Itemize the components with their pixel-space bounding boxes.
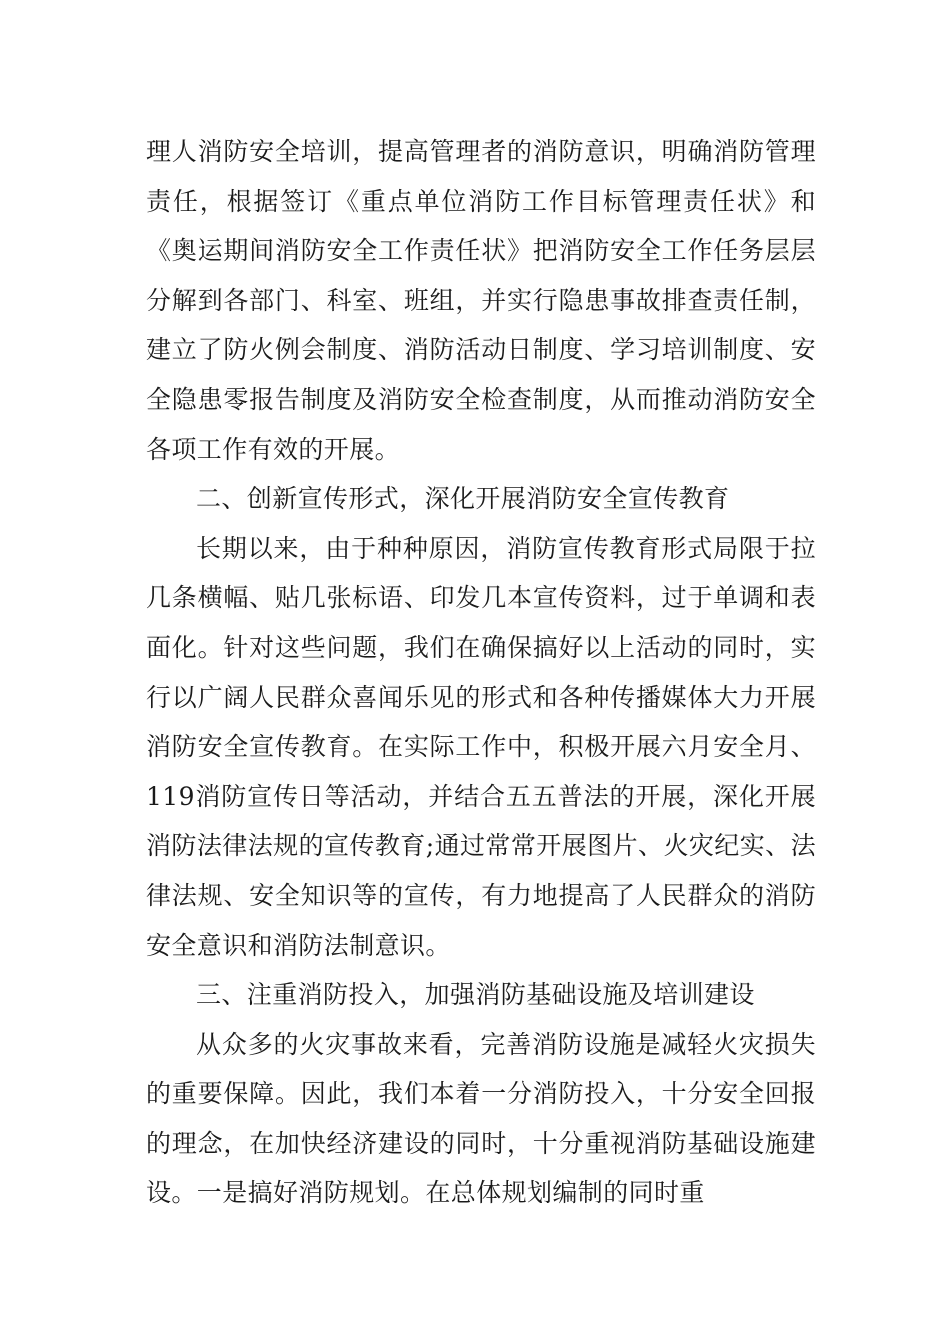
paragraph-responsibility-system: 理人消防安全培训，提高管理者的消防意识，明确消防管理责任，根据签订《重点单位消防工作目标管理责任状》和《奥运期间消防安全工作责任状》把消防安全工作任务层层分解到各部门、科室、班组，并实行隐患事故排查责任制，建立了防火例会制度、消防活动日制度、学习培训制度、安全隐患零报告制度及消防安全检查制度，从而推动消防安全各项工作有效的开展。 [146,137,816,464]
section-heading-publicity: 二、创新宣传形式，深化开展消防安全宣传教育 [196,484,730,514]
paragraph-publicity-education: 长期以来，由于种种原因，消防宣传教育形式局限于拉几条横幅、贴几张标语、印发几本宣传资料，过于单调和表面化。针对这些问题，我们在确保搞好以上活动的同时，实行以广阔人民群众喜闻乐见的形式和各种传播媒体大力开展消防安全宣传教育。在实际工作中，积极开展六月安全月、119消防宣传日等活动，并结合五五普法的开展，深化开展消防法律法规的宣传教育;通过常常开展图片、火灾纪实、法律法规、安全知识等的宣传，有力地提高了人民群众的消防安全意识和消防法制意识。 [146,533,816,960]
section-heading-investment: 三、注重消防投入，加强消防基础设施及培训建设 [196,980,755,1010]
document-body [146,127,816,1218]
paragraph-infrastructure: 从众多的火灾事故来看，完善消防设施是减轻火灾损失的重要保障。因此，我们本着一分消防投入，十分安全回报的理念，在加快经济建设的同时，十分重视消防基础设施建设。一是搞好消防规划。在总体规划编制的同时重 [146,1029,816,1208]
